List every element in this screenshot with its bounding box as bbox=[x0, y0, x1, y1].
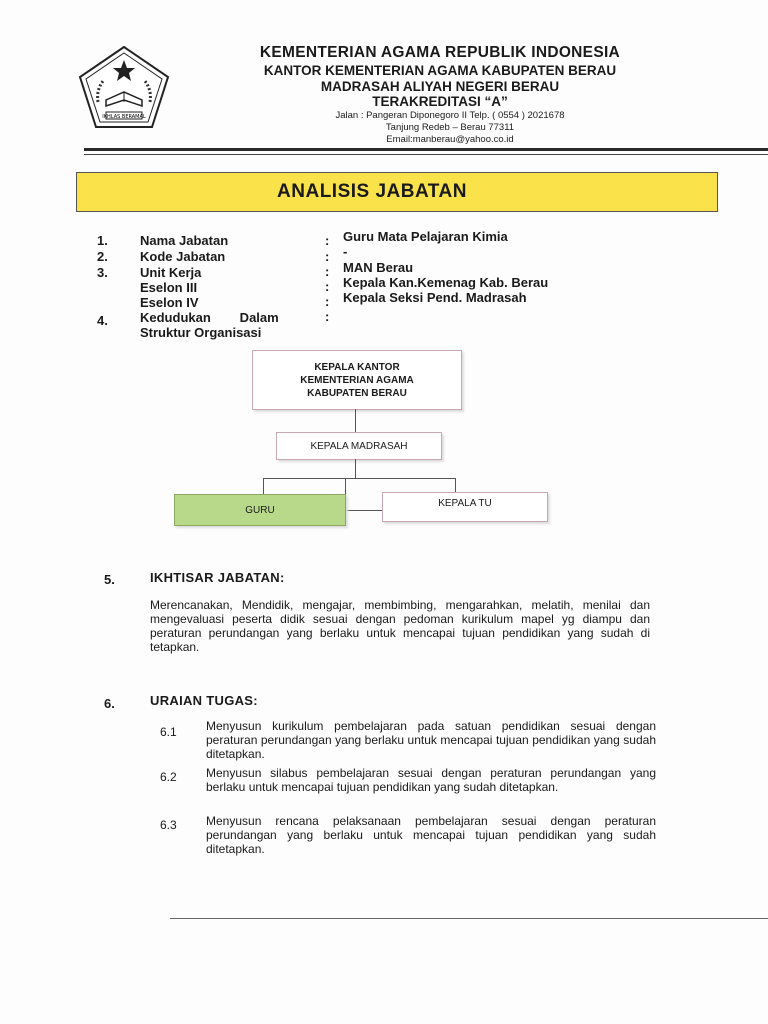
identity-colon: : bbox=[325, 279, 330, 294]
org-connector bbox=[455, 478, 456, 492]
bottom-rule bbox=[170, 918, 768, 919]
ministry-emblem-icon bbox=[76, 44, 172, 130]
org-kepala-tu-label: KEPALA TU bbox=[438, 498, 492, 509]
section-5-title: IKHTISAR JABATAN: bbox=[150, 570, 285, 585]
letterhead-rule-thick bbox=[84, 148, 768, 151]
task-text: Menyusun rencana pelaksanaan pembelajaran sesuai dengan peraturan perundangan yang berlaku untuk mencapai tujuan pendidikan yang sudah ditetapkan. bbox=[206, 814, 656, 856]
identity-num-2: 2. bbox=[97, 249, 108, 264]
task-text: Menyusun silabus pembelajaran sesuai dengan peraturan perundangan yang berlaku untuk mencapai tujuan pendidikan yang sudah ditetapkan. bbox=[206, 766, 656, 794]
section-6-title: URAIAN TUGAS: bbox=[150, 693, 258, 708]
org-connector bbox=[355, 459, 356, 479]
identity-value-eselon4: Kepala Seksi Pend. Madrasah bbox=[343, 290, 527, 305]
document-title: ANALISIS JABATAN bbox=[277, 181, 467, 202]
org-guru-label: GURU bbox=[245, 504, 275, 516]
document-title-box bbox=[76, 172, 718, 212]
identity-label-eselon4: Eselon IV bbox=[140, 295, 199, 310]
identity-colon: : bbox=[325, 264, 330, 279]
org-top-line-2: KEMENTERIAN AGAMA bbox=[300, 374, 414, 386]
letterhead-city: Tanjung Redeb – Berau 77311 bbox=[385, 122, 515, 133]
identity-num-4: 4. bbox=[97, 313, 108, 328]
identity-label-2: Kode Jabatan bbox=[140, 249, 226, 264]
identity-label-eselon3: Eselon III bbox=[140, 280, 198, 295]
org-middle-label: KEPALA MADRASAH bbox=[310, 440, 408, 452]
section-5-text: Merencanakan, Mendidik, mengajar, membimbing, mengarahkan, melatih, menilai dan mengevaluasi peserta didik sesuai dengan pedoman kurikulum mapel yg diampu dan peraturan perundangan yang berlaku untuk mencapai tujuan pendidikan yang sudah di tetapkan. bbox=[150, 598, 650, 654]
org-box-kepala-tu bbox=[382, 492, 548, 522]
identity-colon: : bbox=[325, 233, 330, 248]
org-box-kepala-kantor bbox=[252, 350, 462, 410]
org-connector bbox=[263, 478, 455, 479]
section-6-number: 6. bbox=[104, 696, 115, 711]
identity-value-eselon3: Kepala Kan.Kemenag Kab. Berau bbox=[343, 275, 549, 290]
task-number: 6.1 bbox=[160, 725, 177, 739]
org-connector bbox=[346, 510, 382, 511]
letterhead-address: Jalan : Pangeran Diponegoro II Telp. ( 0554 ) 2021678 bbox=[335, 110, 565, 121]
identity-num-1: 1. bbox=[97, 233, 108, 248]
task-number: 6.3 bbox=[160, 818, 177, 832]
section-5-number: 5. bbox=[104, 572, 115, 587]
identity-label-4-cont: Struktur Organisasi bbox=[140, 325, 262, 340]
org-box-guru bbox=[174, 494, 346, 526]
task-number: 6.2 bbox=[160, 770, 177, 784]
letterhead-email: Email:manberau@yahoo.co.id bbox=[386, 134, 514, 145]
letterhead-accreditation: TERAKREDITASI “A” bbox=[372, 94, 508, 109]
org-box-kepala-madrasah bbox=[276, 432, 442, 460]
identity-value-1: Guru Mata Pelajaran Kimia bbox=[343, 229, 508, 244]
letterhead-ministry: KEMENTERIAN AGAMA REPUBLIK INDONESIA bbox=[259, 44, 621, 61]
identity-value-2: - bbox=[343, 244, 348, 259]
identity-colon: : bbox=[325, 249, 330, 264]
letterhead-office: KANTOR KEMENTERIAN AGAMA KABUPATEN BERAU bbox=[263, 63, 617, 78]
letterhead-rule-thin bbox=[84, 154, 768, 155]
org-top-line-3: KABUPATEN BERAU bbox=[307, 387, 407, 399]
task-text: Menyusun kurikulum pembelajaran pada satuan pendidikan sesuai dengan peraturan perundangan yang berlaku untuk mencapai tujuan pendidikan yang sudah ditetapkan. bbox=[206, 719, 656, 761]
org-top-line-1: KEPALA KANTOR bbox=[314, 361, 400, 373]
org-connector bbox=[263, 478, 264, 494]
identity-colon: : bbox=[325, 309, 330, 324]
logo-motto: IKHLAS BERAMAL bbox=[102, 114, 146, 120]
identity-label-1: Nama Jabatan bbox=[140, 233, 229, 248]
letterhead-school: MADRASAH ALIYAH NEGERI BERAU bbox=[320, 79, 560, 94]
org-connector bbox=[355, 409, 356, 433]
identity-value-3: MAN Berau bbox=[343, 260, 414, 275]
identity-num-3: 3. bbox=[97, 265, 108, 280]
identity-label-4: Kedudukan Dalam bbox=[140, 310, 279, 325]
identity-colon: : bbox=[325, 294, 330, 309]
identity-label-3: Unit Kerja bbox=[140, 265, 202, 280]
